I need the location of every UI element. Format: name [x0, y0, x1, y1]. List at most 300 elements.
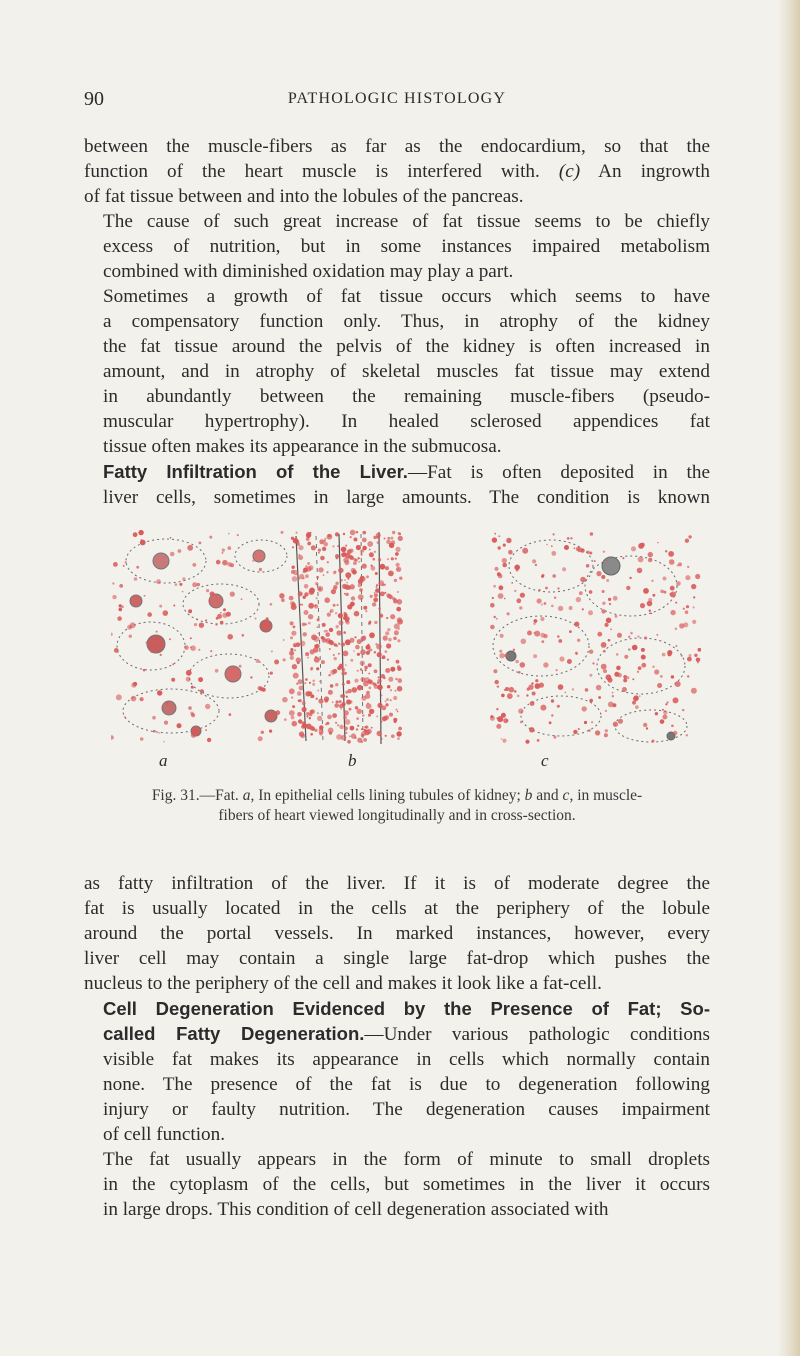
- fat-droplet: [292, 705, 295, 708]
- fat-droplet: [338, 568, 343, 573]
- fat-droplet: [670, 586, 675, 591]
- fat-droplet: [220, 612, 222, 614]
- fat-droplet: [384, 584, 386, 586]
- fat-droplet: [158, 732, 160, 734]
- fat-droplet: [299, 604, 301, 606]
- fat-droplet: [372, 602, 376, 606]
- fat-droplet: [333, 604, 336, 607]
- fat-droplet: [541, 640, 544, 643]
- fat-droplet: [380, 564, 386, 570]
- fat-droplet: [395, 709, 397, 711]
- fat-droplet: [397, 600, 399, 602]
- fat-droplet: [356, 717, 359, 720]
- fat-droplet: [557, 635, 560, 638]
- fat-droplet: [152, 716, 156, 720]
- fat-droplet: [589, 552, 592, 555]
- fat-droplet: [349, 735, 351, 737]
- fat-droplet: [182, 591, 184, 593]
- fat-droplet: [305, 574, 309, 578]
- fat-droplet: [606, 579, 609, 582]
- running-head: PATHOLOGIC HISTOLOGY: [287, 90, 507, 107]
- fat-droplet: [343, 631, 346, 634]
- fat-droplet: [133, 532, 138, 537]
- fat-droplet: [398, 533, 401, 536]
- fat-droplet: [283, 658, 286, 661]
- fat-droplet: [688, 535, 691, 538]
- fat-droplet: [301, 725, 305, 729]
- fat-droplet: [516, 569, 519, 572]
- fat-droplet: [610, 628, 612, 630]
- fat-droplet: [328, 728, 334, 734]
- fat-droplet: [119, 608, 123, 612]
- fat-droplet: [298, 578, 300, 580]
- fat-droplet: [681, 655, 683, 657]
- fat-droplet: [601, 664, 607, 670]
- fat-droplet: [362, 636, 366, 640]
- fat-droplet: [365, 610, 367, 612]
- fat-droplet: [378, 558, 381, 561]
- fat-droplet: [499, 650, 502, 653]
- fat-droplet: [592, 662, 594, 664]
- fat-droplet: [544, 602, 547, 605]
- fat-droplet: [569, 630, 572, 633]
- fat-droplet: [607, 677, 612, 682]
- fat-droplet: [647, 601, 653, 607]
- fat-droplet: [685, 539, 689, 543]
- fat-droplet: [228, 533, 230, 535]
- fat-droplet: [173, 605, 175, 607]
- fat-droplet: [304, 610, 309, 615]
- fat-droplet: [525, 740, 529, 744]
- fat-droplet: [385, 668, 390, 673]
- fat-droplet: [346, 680, 350, 684]
- fat-droplet: [316, 576, 319, 579]
- fat-droplet: [662, 715, 667, 720]
- fat-droplet: [365, 669, 367, 671]
- fat-droplet: [588, 729, 591, 732]
- fat-droplet: [332, 669, 337, 674]
- fat-droplet: [140, 697, 144, 701]
- fat-droplet: [222, 613, 227, 618]
- fat-droplet: [361, 696, 366, 701]
- fat-droplet: [335, 612, 337, 614]
- fat-droplet: [660, 590, 664, 594]
- fat-droplet: [675, 645, 677, 647]
- fat-droplet: [182, 577, 185, 580]
- fat-droplet: [509, 687, 515, 693]
- fat-droplet: [170, 552, 175, 557]
- fat-droplet: [344, 710, 349, 715]
- fat-droplet: [343, 651, 349, 657]
- fat-droplet: [345, 593, 348, 596]
- fat-droplet: [379, 614, 383, 618]
- fat-droplet: [574, 547, 576, 549]
- fat-droplet: [386, 698, 389, 701]
- fat-droplet: [586, 551, 589, 554]
- fat-droplet: [605, 710, 607, 712]
- fat-droplet: [490, 625, 495, 630]
- fat-droplet: [116, 694, 122, 700]
- fat-droplet: [307, 657, 309, 659]
- fat-droplet: [270, 672, 273, 675]
- fat-droplet: [352, 687, 358, 693]
- fat-droplet: [603, 669, 607, 673]
- fat-droplet: [346, 699, 351, 704]
- fat-droplet: [529, 727, 534, 732]
- fat-droplet: [494, 533, 496, 535]
- fat-droplet: [388, 638, 392, 642]
- fat-droplet: [362, 714, 365, 717]
- fat-droplet: [519, 606, 522, 609]
- fat-droplet: [324, 597, 330, 603]
- fat-droplet: [675, 628, 678, 631]
- fat-droplet: [371, 566, 376, 571]
- fat-droplet: [608, 639, 611, 642]
- fat-droplet: [535, 683, 541, 689]
- fat-droplet: [357, 725, 359, 727]
- fat-droplet: [306, 715, 308, 717]
- fat-droplet: [188, 609, 192, 613]
- fat-droplet: [307, 542, 311, 546]
- fat-droplet: [399, 577, 402, 580]
- fat-droplet: [662, 709, 664, 711]
- fat-droplet: [369, 549, 371, 551]
- fat-droplet: [306, 724, 312, 730]
- fat-droplet: [549, 721, 552, 724]
- fat-droplet: [198, 677, 203, 682]
- fat-droplet: [380, 721, 382, 723]
- fat-droplet: [298, 719, 302, 723]
- fat-droplet: [188, 706, 192, 710]
- fat-droplet: [297, 691, 302, 696]
- fat-droplet: [691, 584, 696, 589]
- fat-droplet: [364, 666, 368, 670]
- fat-droplet: [558, 639, 562, 643]
- fat-droplet: [113, 562, 118, 567]
- fat-droplet: [364, 677, 370, 683]
- fat-droplet: [198, 649, 200, 651]
- fat-droplet: [315, 582, 318, 585]
- fat-droplet: [612, 703, 616, 707]
- fat-droplet: [320, 556, 325, 561]
- fat-droplet: [360, 576, 364, 580]
- fat-droplet: [311, 545, 316, 550]
- fat-droplet: [641, 655, 646, 660]
- paragraph-3: Sometimes a growth of fat tissue occurs which seems to have a compensatory function only. Thus, in atrophy of the kidney the fat tissue around the pelvis of the kidney is often increased in amount, and in atrophy of skeletal muscles fat tissue may extend in abundantly between the remaining muscle-fibers (pseudo- muscular hypertrophy). In healed sclerosed appendices fat tissue often makes its appearance in the submucosa.: [103, 286, 710, 457]
- fat-droplet: [298, 555, 303, 560]
- fat-droplet: [339, 620, 344, 625]
- fat-droplet: [369, 687, 372, 690]
- fat-droplet: [291, 716, 295, 720]
- fat-droplet: [394, 720, 397, 723]
- fat-droplet: [564, 545, 569, 550]
- fat-droplet: [382, 655, 386, 659]
- fat-droplet: [316, 626, 318, 628]
- fat-droplet: [398, 727, 402, 731]
- fat-droplet: [567, 537, 570, 540]
- fat-droplet: [350, 556, 352, 558]
- fat-droplet: [230, 592, 235, 597]
- fat-droplet: [345, 545, 347, 547]
- fat-droplet: [318, 567, 323, 572]
- fat-droplet: [615, 615, 618, 618]
- fat-droplet: [292, 721, 298, 727]
- fat-droplet: [501, 694, 505, 698]
- fat-droplet: [696, 658, 701, 663]
- fat-droplet: [355, 706, 358, 709]
- fat-droplet: [119, 604, 122, 607]
- fat-droplet: [289, 688, 295, 694]
- text-block-bottom: [84, 871, 710, 1222]
- fat-droplet: [335, 683, 338, 686]
- fat-droplet: [558, 684, 564, 690]
- fat-droplet: [387, 685, 390, 688]
- fat-droplet: [271, 650, 273, 652]
- fat-droplet: [670, 593, 674, 597]
- fat-droplet: [323, 574, 325, 576]
- fat-droplet: [227, 562, 232, 567]
- fat-droplet: [380, 592, 385, 597]
- fat-droplet: [601, 642, 607, 648]
- fat-droplet: [387, 537, 390, 540]
- fat-droplet: [292, 664, 297, 669]
- fat-droplet: [594, 560, 596, 562]
- fat-droplet: [518, 671, 521, 674]
- fat-droplet: [299, 686, 304, 691]
- fat-droplet: [190, 637, 192, 639]
- fat-droplet: [275, 710, 280, 715]
- fat-droplet: [274, 660, 279, 665]
- fat-droplet: [296, 540, 300, 544]
- fat-droplet: [332, 713, 337, 718]
- fat-droplet: [640, 603, 645, 608]
- fat-droplet: [398, 536, 403, 541]
- fat-droplet: [356, 531, 358, 533]
- fat-droplet: [551, 699, 554, 702]
- fat-droplet: [281, 598, 285, 602]
- fat-droplet: [291, 696, 293, 698]
- fat-droplet: [648, 558, 653, 563]
- fat-droplet: [339, 725, 343, 729]
- fat-droplet: [546, 544, 548, 546]
- fat-droplet: [312, 680, 315, 683]
- fat-droplet: [291, 570, 295, 574]
- fat-droplet: [377, 731, 382, 736]
- fat-droplet: [330, 684, 334, 688]
- fat-droplet: [335, 722, 337, 724]
- fat-droplet: [494, 616, 496, 618]
- fat-droplet: [304, 592, 308, 596]
- fat-droplet: [666, 701, 668, 703]
- fat-droplet: [507, 693, 513, 699]
- fat-droplet: [390, 614, 395, 619]
- fat-droplet: [324, 538, 326, 540]
- fat-droplet: [682, 709, 684, 711]
- fat-droplet: [614, 672, 619, 677]
- fat-droplet: [376, 584, 378, 586]
- fat-droplet: [298, 679, 303, 684]
- fat-droplet: [317, 586, 323, 592]
- fat-droplet: [389, 543, 394, 548]
- fat-droplet: [616, 653, 619, 656]
- fat-droplet: [623, 675, 627, 679]
- fat-droplet: [305, 691, 310, 696]
- fat-droplet: [388, 677, 393, 682]
- fat-droplet: [663, 577, 667, 581]
- fat-droplet: [326, 722, 329, 725]
- fat-droplet: [665, 703, 667, 705]
- fat-droplet: [297, 712, 302, 717]
- fat-droplet: [324, 540, 326, 542]
- section-heading-fatty-degeneration: Cell Degeneration Evidenced by the Presence of Fat; So-: [103, 998, 710, 1019]
- page-number: 90: [84, 88, 104, 110]
- fat-droplet: [346, 696, 348, 698]
- fat-droplet: [266, 617, 269, 620]
- fat-droplet: [535, 679, 538, 682]
- fat-droplet: [360, 668, 362, 670]
- paragraph-4: Fatty Infiltration of the Liver.—Fat is often deposited in the liver cells, sometimes in large amounts. The condition is known: [103, 461, 710, 508]
- fat-droplet: [191, 686, 194, 689]
- fat-droplet: [606, 560, 608, 562]
- fat-droplet: [573, 730, 577, 734]
- fat-droplet: [363, 738, 367, 742]
- fat-droplet: [616, 666, 621, 671]
- fat-droplet: [187, 545, 193, 551]
- fat-droplet: [495, 567, 499, 571]
- fat-droplet: [318, 699, 323, 704]
- fat-droplet: [323, 542, 328, 547]
- fat-droplet: [396, 731, 401, 736]
- fat-droplet: [220, 621, 224, 625]
- fat-droplet: [671, 675, 674, 678]
- fat-droplet: [628, 648, 631, 651]
- fat-droplet: [389, 713, 393, 717]
- fat-droplet: [556, 669, 558, 671]
- fat-droplet: [306, 566, 311, 571]
- fat-droplet: [205, 619, 207, 621]
- fat-droplet: [496, 618, 498, 620]
- fat-droplet: [691, 688, 697, 694]
- fat-droplet: [355, 645, 360, 650]
- fat-droplet: [514, 690, 517, 693]
- fat-droplet: [657, 542, 659, 544]
- fat-droplet: [500, 634, 504, 638]
- fat-droplet: [671, 725, 674, 728]
- fat-droplet: [397, 711, 399, 713]
- fat-droplet: [377, 686, 381, 690]
- fat-droplet: [591, 721, 593, 723]
- fat-droplet: [628, 636, 630, 638]
- fat-droplet: [504, 654, 508, 658]
- fat-droplet: [111, 735, 114, 739]
- fat-droplet: [333, 654, 335, 656]
- fat-droplet: [354, 636, 356, 638]
- fat-droplet: [390, 689, 392, 691]
- fat-droplet: [656, 634, 658, 636]
- fat-droplet: [334, 571, 336, 573]
- fat-droplet: [506, 719, 508, 721]
- fat-droplet: [297, 661, 300, 664]
- fat-droplet: [322, 623, 326, 627]
- fat-droplet: [693, 606, 695, 608]
- fat-droplet: [302, 707, 307, 712]
- fat-droplet: [191, 732, 196, 737]
- fat-droplet: [310, 668, 313, 671]
- fat-droplet: [324, 696, 329, 701]
- fat-droplet: [654, 669, 659, 674]
- fat-droplet: [381, 694, 383, 696]
- fat-droplet: [319, 680, 321, 682]
- fat-droplet: [515, 660, 519, 664]
- fat-droplet: [569, 606, 573, 610]
- fat-droplet: [318, 549, 321, 552]
- fat-droplet: [397, 639, 400, 642]
- fat-droplet: [169, 638, 171, 640]
- fat-droplet: [190, 712, 194, 716]
- fat-droplet: [686, 605, 689, 608]
- fat-droplet: [130, 600, 132, 602]
- fat-droplet: [351, 733, 356, 738]
- fat-droplet: [373, 597, 378, 602]
- fat-droplet: [339, 704, 343, 708]
- fat-droplet: [683, 608, 685, 610]
- fat-droplet: [657, 683, 662, 688]
- fat-droplet: [496, 717, 498, 719]
- fat-droplet: [377, 652, 382, 657]
- fat-droplet: [660, 719, 665, 724]
- fat-droplet: [540, 705, 546, 711]
- fat-droplet: [328, 674, 330, 676]
- fat-droplet: [227, 546, 231, 550]
- fat-droplet: [345, 572, 351, 578]
- fat-droplet: [665, 550, 667, 552]
- fat-droplet: [386, 643, 391, 648]
- fat-droplet: [227, 634, 233, 640]
- fat-droplet: [337, 545, 339, 547]
- fat-droplet: [216, 560, 221, 565]
- fat-droplet: [205, 729, 207, 731]
- fat-droplet: [506, 538, 511, 543]
- fat-droplet: [350, 530, 356, 536]
- fat-droplet: [200, 689, 204, 693]
- fat-droplet: [490, 715, 493, 718]
- fat-droplet: [378, 607, 380, 609]
- fat-droplet: [186, 670, 192, 676]
- fat-droplet: [140, 539, 142, 541]
- fat-droplet: [604, 733, 608, 737]
- fat-droplet: [293, 673, 299, 679]
- fat-droplet: [375, 588, 380, 593]
- fat-droplet: [390, 667, 395, 672]
- fat-droplet: [644, 636, 647, 639]
- fat-droplet: [527, 631, 532, 636]
- fat-droplet: [545, 587, 548, 590]
- fat-droplet: [334, 703, 339, 708]
- fat-droplet: [387, 594, 392, 599]
- fat-droplet: [490, 603, 495, 608]
- fat-droplet: [344, 613, 348, 617]
- fat-droplet: [321, 636, 324, 639]
- fat-droplet: [662, 653, 666, 657]
- fat-droplet: [369, 709, 374, 714]
- fat-droplet: [350, 536, 352, 538]
- fat-droplet: [387, 659, 389, 661]
- fat-droplet: [309, 717, 311, 719]
- fat-droplet: [362, 564, 367, 569]
- fat-droplet: [335, 582, 338, 585]
- fat-droplet: [131, 696, 137, 702]
- fat-droplet: [383, 677, 386, 680]
